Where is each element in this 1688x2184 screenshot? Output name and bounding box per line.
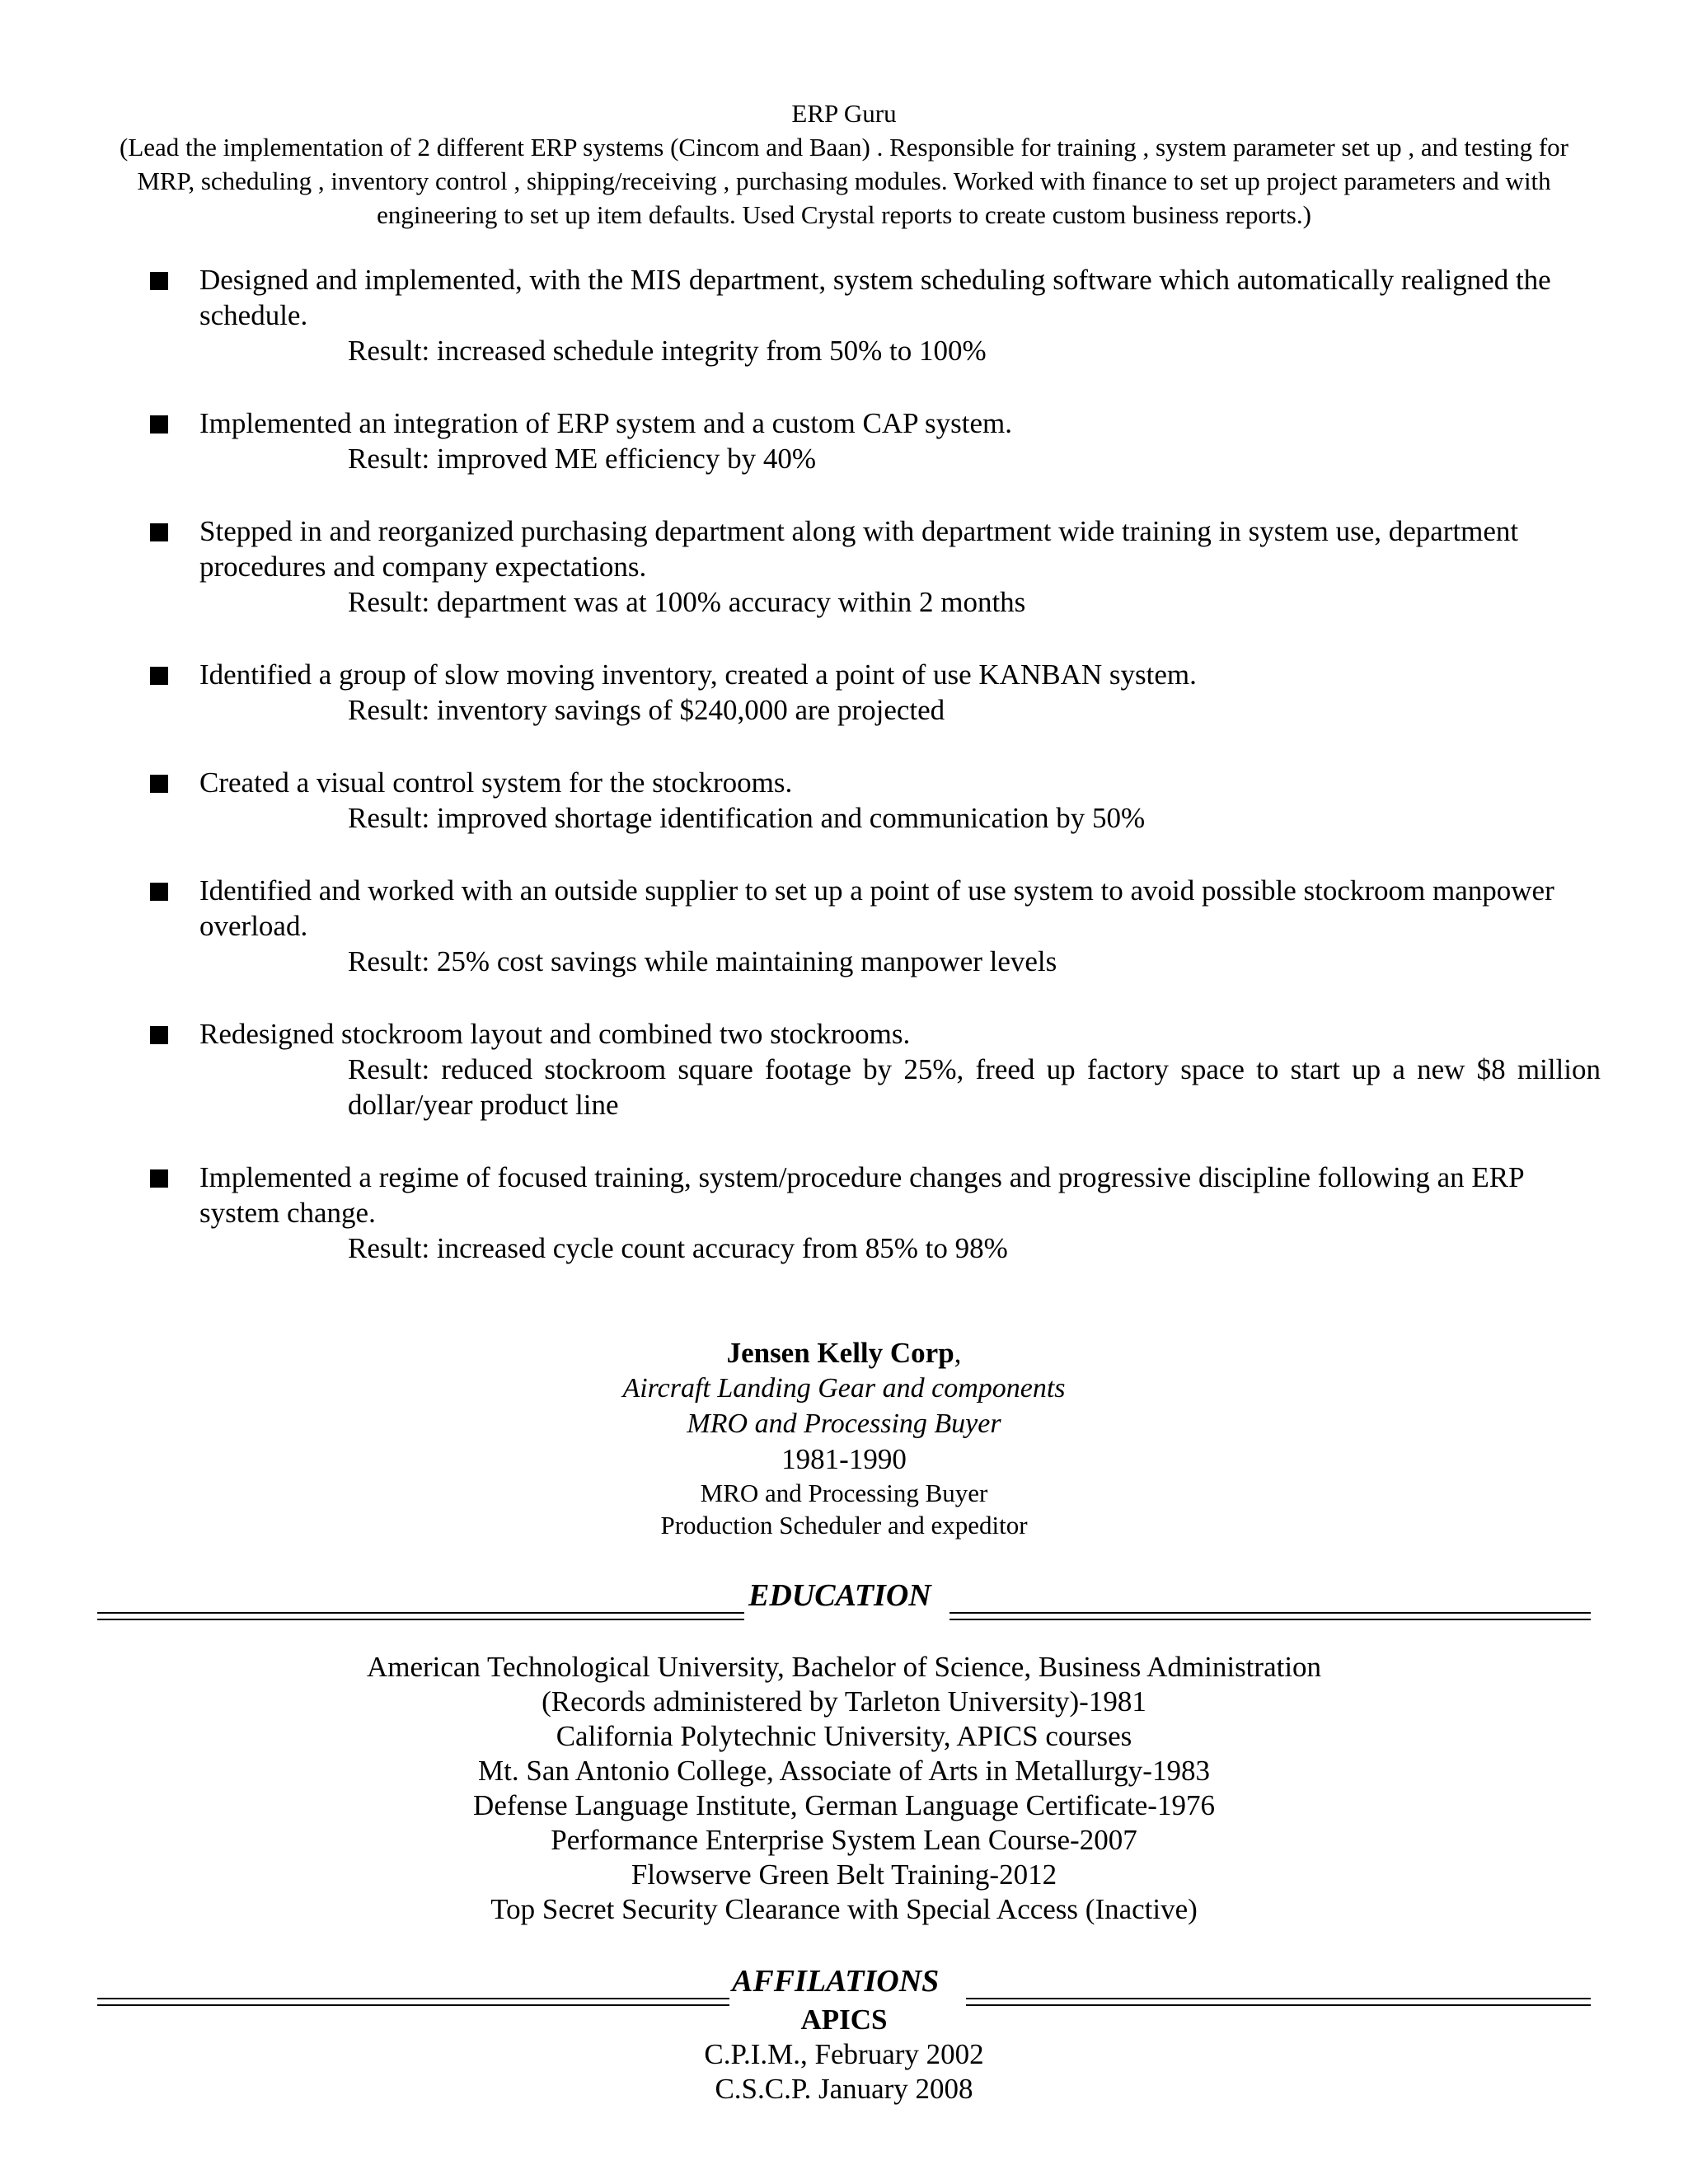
education-item: (Records administered by Tarleton University)-1981 — [542, 1685, 1146, 1718]
achievement-result: Result: improved shortage identification and communication by 50% — [348, 802, 1146, 834]
education-item: Mt. San Antonio College, Associate of Arts in Metallurgy-1983 — [478, 1755, 1210, 1787]
employer-name-suffix: , — [954, 1337, 962, 1369]
bullet-square-icon — [150, 1169, 168, 1188]
education-heading — [97, 1576, 1591, 1622]
achievement-list — [150, 262, 1601, 1303]
employer-block — [0, 1335, 1688, 1541]
education-item: Top Secret Security Clearance with Special Access (Inactive) — [490, 1893, 1198, 1925]
education-item: American Technological University, Bachelor of Science, Business Administration — [366, 1651, 1322, 1683]
bullet-square-icon — [150, 415, 168, 434]
employer-name-line — [0, 1335, 1688, 1371]
affiliations-heading-label: AFFILATIONS — [732, 1964, 940, 1999]
achievement-description: Implemented a regime of focused training, system/procedure changes and progressive discipline following an ERP system change. — [199, 1161, 1524, 1229]
achievement-result: Result: reduced stockroom square footage by 25%, freed up factory space to start up a new $8 million dollar/year product line — [348, 1053, 1601, 1121]
bullet-square-icon — [150, 667, 168, 685]
employer-role: Production Scheduler and expeditor — [660, 1511, 1028, 1540]
education-item: Defense Language Institute, German Language Certificate-1976 — [473, 1789, 1215, 1821]
achievement-result: Result: inventory savings of $240,000 are projected — [348, 694, 945, 726]
achievement-result: Result: increased cycle count accuracy from 85% to 98% — [348, 1232, 1008, 1264]
role-title: ERP Guru — [791, 99, 897, 128]
achievement-result: Result: increased schedule integrity from 50% to 100% — [348, 335, 987, 367]
education-list — [0, 1650, 1688, 1927]
achievement-description: Stepped in and reorganized purchasing department along with department wide training in system use, department procedures and company expectations. — [199, 515, 1519, 583]
bullet-square-icon — [150, 775, 168, 793]
employer-position: MRO and Processing Buyer — [687, 1408, 1001, 1439]
employer-role: MRO and Processing Buyer — [700, 1479, 988, 1507]
bullet-square-icon — [150, 1026, 168, 1044]
affiliation-item: C.S.C.P. January 2008 — [715, 2073, 973, 2105]
education-item: Flowserve Green Belt Training-2012 — [631, 1858, 1057, 1891]
affiliation-org: APICS — [800, 2004, 888, 2036]
affiliations-list — [0, 2003, 1688, 2107]
education-item: Performance Enterprise System Lean Course-2007 — [551, 1824, 1137, 1856]
achievement-result: Result: 25% cost savings while maintaining manpower levels — [348, 945, 1057, 977]
achievement-item — [150, 1160, 1601, 1266]
achievement-item — [150, 765, 1601, 836]
achievement-description: Designed and implemented, with the MIS department, system scheduling software which automatically realigned the schedule. — [199, 264, 1551, 331]
role-intro: (Lead the implementation of 2 different ERP systems (Cincom and Baan) . Responsible for training , system parameter set up , and testing for MRP, scheduling , inventory control , shipping/receiving , purchasing modules. Worked with finance to set up project parameters and with engineering to set up item defaults. Used Crystal reports to create custom business reports.) — [120, 133, 1568, 229]
employer-years: 1981-1990 — [781, 1443, 907, 1475]
heading-rule-right — [950, 1612, 1591, 1620]
achievement-item — [150, 873, 1601, 979]
achievement-description: Created a visual control system for the stockrooms. — [199, 766, 793, 799]
achievement-description: Identified and worked with an outside supplier to set up a point of use system to avoid possible stockroom manpower overload. — [199, 874, 1554, 942]
affiliation-item: C.P.I.M., February 2002 — [704, 2038, 984, 2070]
achievement-item — [150, 513, 1601, 620]
education-heading-label: EDUCATION — [748, 1578, 931, 1613]
employer-industry: Aircraft Landing Gear and components — [622, 1373, 1066, 1404]
achievement-result: Result: improved ME efficiency by 40% — [348, 443, 816, 475]
achievement-item — [150, 262, 1601, 368]
education-item: California Polytechnic University, APICS courses — [556, 1720, 1132, 1752]
employer-name: Jensen Kelly Corp — [726, 1337, 954, 1369]
achievement-item — [150, 405, 1601, 476]
achievement-item — [150, 1016, 1601, 1122]
achievement-description: Redesigned stockroom layout and combined two stockrooms. — [199, 1018, 911, 1050]
bullet-square-icon — [150, 523, 168, 541]
achievement-description: Implemented an integration of ERP system and a custom CAP system. — [199, 407, 1013, 439]
achievement-item — [150, 657, 1601, 728]
bullet-square-icon — [150, 883, 168, 901]
bullet-square-icon — [150, 272, 168, 290]
achievement-description: Identified a group of slow moving inventory, created a point of use KANBAN system. — [199, 658, 1197, 691]
heading-rule-left — [97, 1612, 744, 1620]
achievement-result: Result: department was at 100% accuracy within 2 months — [348, 586, 1026, 618]
affiliations-heading — [97, 1961, 1591, 2008]
